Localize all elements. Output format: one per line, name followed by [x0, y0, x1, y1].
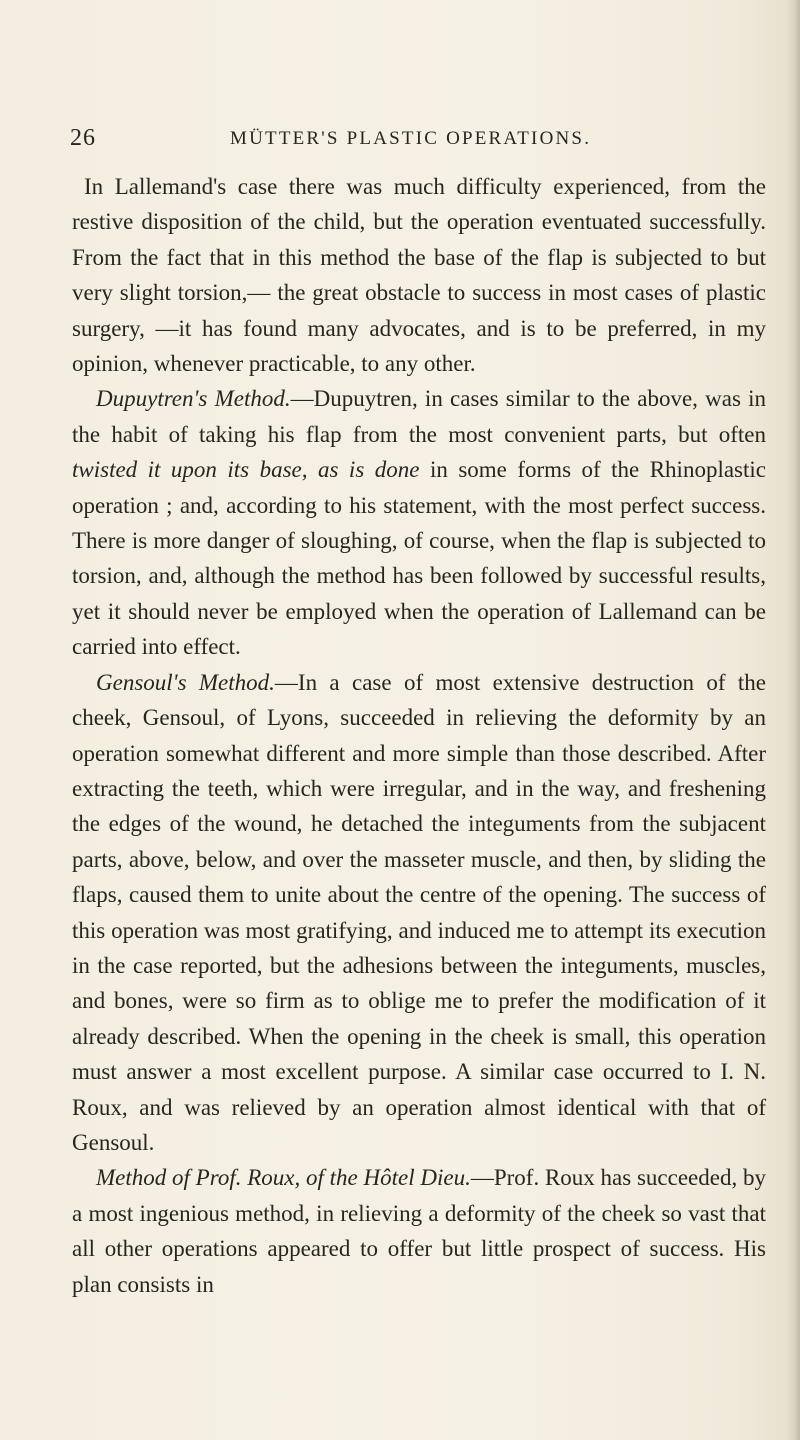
page-number: 26 [70, 125, 96, 151]
section-heading: Gensoul's Method. [96, 669, 275, 695]
paragraph-text: In Lallemand's case there was much difficulty experienced, from the restive disposition of the child, but the operation eventuated successfully. From the fact that in this method the base of the flap is subjected to but very slight torsion,— the great obstacle to success in most cases of plastic surgery, —it has found many advocates, and is to be preferred, in my opinion, whenever practicable, to any other. [72, 174, 766, 377]
page-header [70, 125, 770, 165]
paragraph-gensoul [72, 665, 766, 1161]
heading-dash: — [274, 669, 298, 695]
italic-phrase: twisted it upon its base, as is done [72, 457, 420, 483]
paragraph-text: Dupuytren, in cases similar to the above, was in the habit of taking his flap from the most convenient parts, but often [72, 386, 766, 447]
paragraph-text: Prof. Roux has succeeded, by a most ingenious method, in relieving a deformity of the cheek so vast that all other operations appeared to offer but little prospect of success. His plan consists in [72, 1165, 766, 1297]
body-text [72, 169, 766, 1302]
page-edge-shadow [786, 0, 800, 1440]
heading-dash: — [470, 1165, 494, 1191]
paragraph-dupuytren [72, 381, 766, 664]
running-head: MÜTTER'S PLASTIC OPERATIONS. [230, 128, 592, 149]
paragraph-roux [72, 1160, 766, 1302]
heading-dash: — [290, 386, 314, 412]
paragraph-text: In a case of most extensive destruction of the cheek, Gensoul, of Lyons, succeeded in relieving the deformity by an operation somewhat different and more simple than those described. After extracting the teeth, which were irregular, and in the way, and freshening the edges of the wound, he detached the integuments from the subjacent parts, above, below, and over the masseter muscle, and then, by sliding the flaps, caused them to unite about the centre of the opening. The success of this operation was most gratifying, and induced me to attempt its execution in the case reported, but the adhesions between the integuments, muscles, and bones, were so firm as to oblige me to prefer the modification of it already described. When the opening in the cheek is small, this operation must answer a most excellent purpose. A similar case occurred to I. N. Roux, and was relieved by an operation almost identical with that of Gensoul. [72, 669, 766, 1155]
paragraph-text: in some forms of the Rhinoplastic operation ; and, according to his statement, with the most perfect success. There is more danger of sloughing, of course, when the flap is subjected to torsion, and, although the method has been followed by successful results, yet it should never be employed when the operation of Lallemand can be carried into effect. [72, 457, 766, 660]
section-heading: Dupuytren's Method. [96, 386, 291, 412]
paragraph-lallemand [72, 169, 766, 381]
section-heading: Method of Prof. Roux, of the Hôtel Dieu. [96, 1165, 471, 1191]
